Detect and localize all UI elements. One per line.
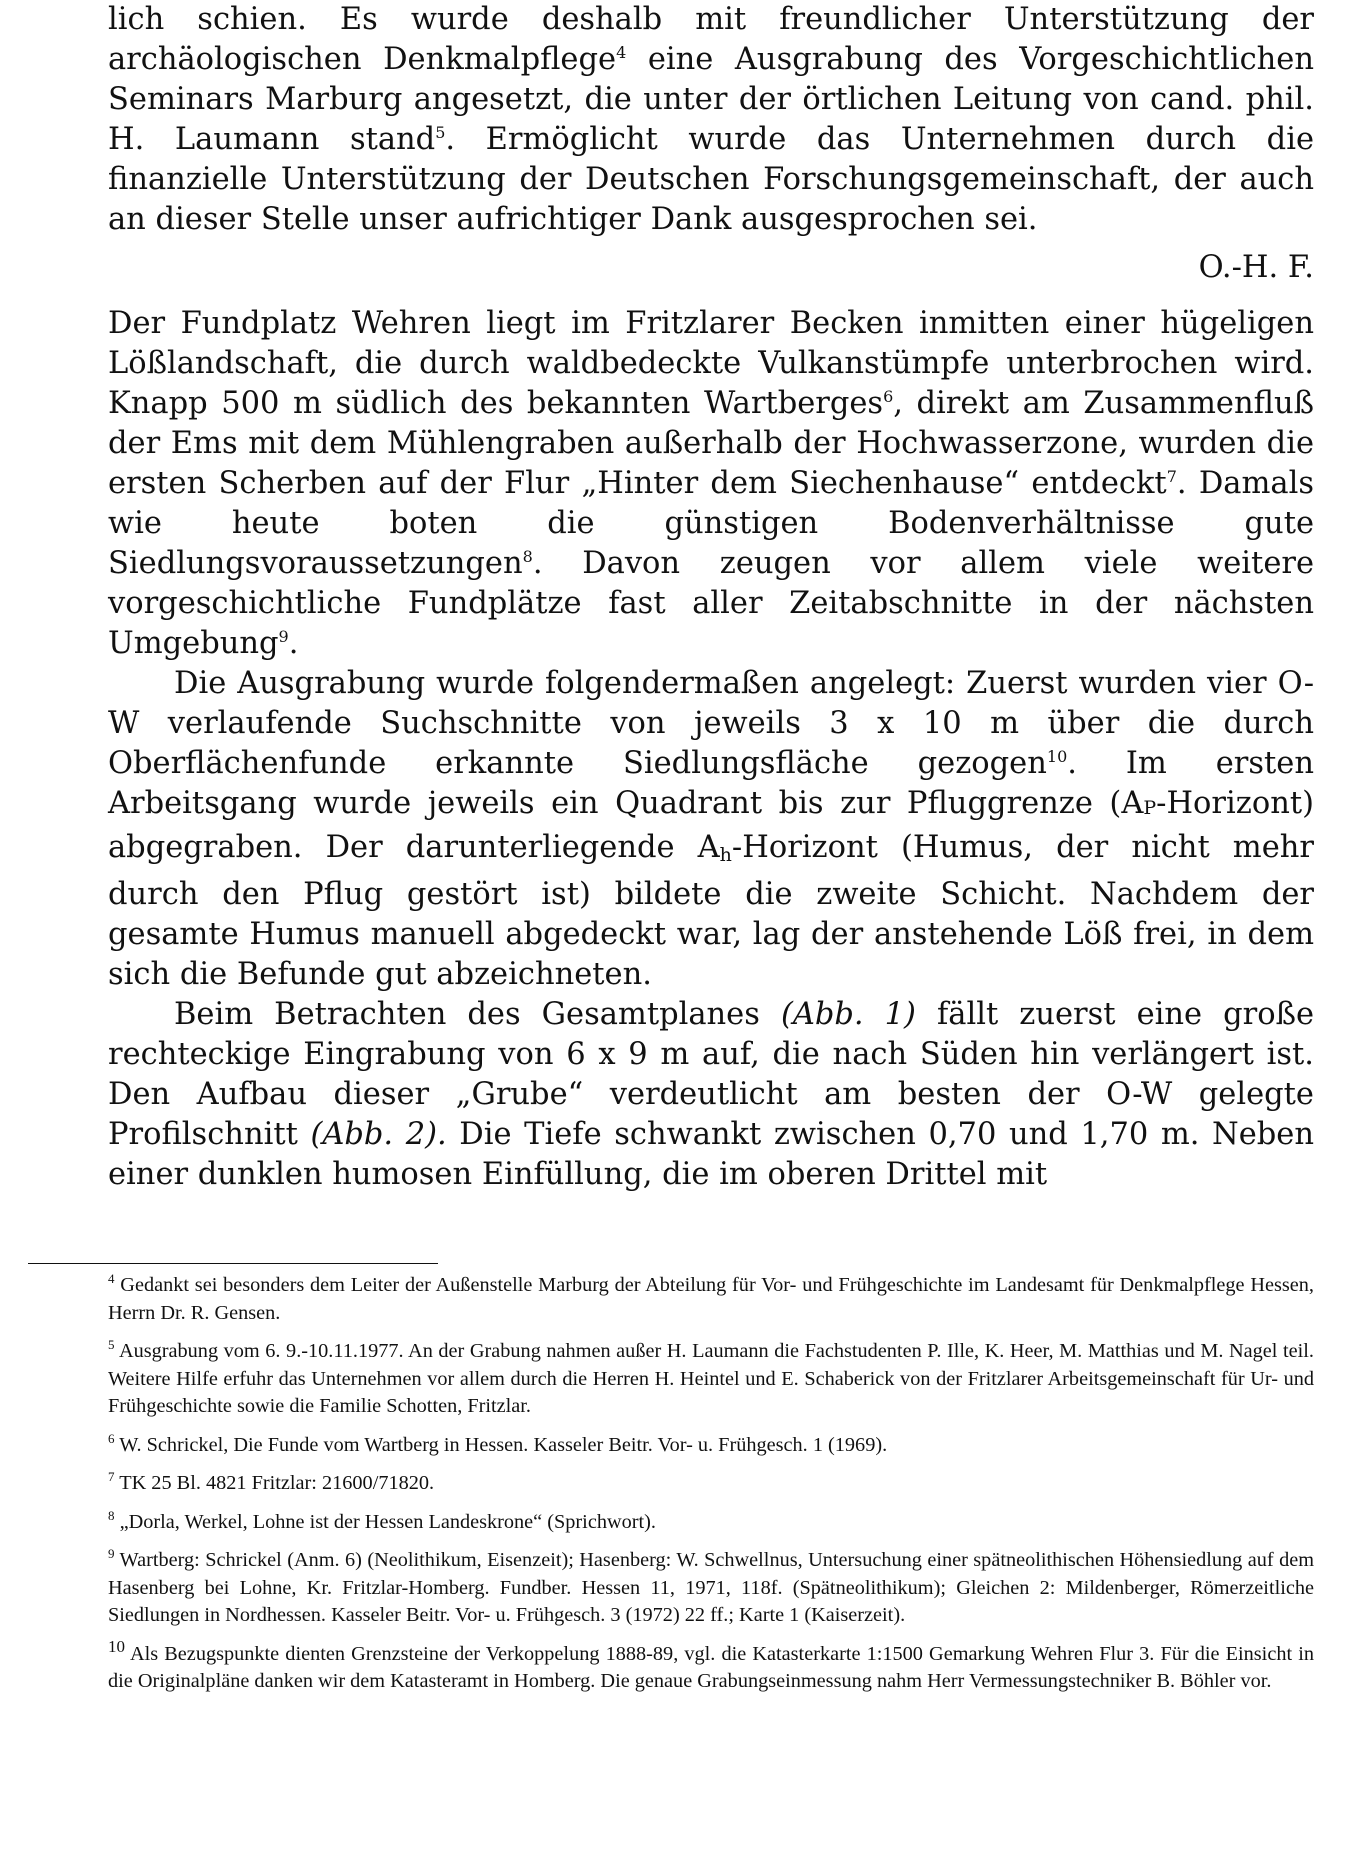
footnote-9 xyxy=(108,1547,1314,1630)
footnote-number: 4 xyxy=(108,1271,115,1287)
footnote-5 xyxy=(108,1338,1314,1421)
footnote-ref-8: 8 xyxy=(522,546,533,566)
text-run: Der Fundplatz Wehren liegt im Fritzlarer Becken inmitten einer hügeligen Lößlandschaft, die durch waldbedeckte Vulkanstümpfe unterbrochen wird. Knapp 500 m südlich des bekannten Wartberges xyxy=(108,306,1314,421)
footnote-8 xyxy=(108,1509,1314,1537)
text-run: lich schien. Es wurde deshalb mit freundlicher Unterstützung der archäologischen Denkmalpflege xyxy=(108,2,1314,77)
footnote-number: 9 xyxy=(108,1546,115,1562)
figure-reference: (Abb. 1) xyxy=(780,997,916,1032)
text-run: . Im ersten Arbeitsgang wurde jeweils ein Quadrant bis zur Pfluggrenze (A xyxy=(108,746,1314,821)
text-run: fällt zuerst eine große rechteckige Eingrabung von 6 x 9 m auf, die nach Süden hin verlängert ist. Den Aufbau dieser „Grube“ verdeutlicht am besten der O-W gelegte Profilschnitt xyxy=(108,997,1314,1152)
footnote-number: 7 xyxy=(108,1469,115,1485)
footnote-ref-9: 9 xyxy=(278,626,289,646)
paragraph-fundplatz xyxy=(108,304,1314,664)
text-run: . Davon zeugen vor allem viele weitere vorgeschichtliche Fundplätze fast aller Zeitabschnitte in der nächsten Umgebung xyxy=(108,546,1314,661)
footnote-6 xyxy=(108,1432,1314,1460)
footnote-number: 6 xyxy=(108,1430,115,1446)
text-run: . Damals wie heute boten die günstigen Bodenverhältnisse gute Siedlungsvoraussetzungen xyxy=(108,466,1314,581)
footnote-text: W. Schrickel, Die Funde vom Wartberg in Hessen. Kasseler Beitr. Vor- u. Frühgesch. 1 (1969). xyxy=(114,1433,888,1456)
footnote-text: TK 25 Bl. 4821 Fritzlar: 21600/71820. xyxy=(114,1472,435,1494)
footnote-7 xyxy=(108,1470,1314,1498)
footnote-separator xyxy=(28,1263,438,1264)
paragraph-intro xyxy=(108,0,1314,240)
footnote-text: Gedankt sei besonders dem Leiter der Außenstelle Marburg der Abteilung für Vor- und Frühgeschichte im Landesamt für Denkmalpflege Hessen, Herrn Dr. R. Gensen. xyxy=(108,1274,1314,1324)
footnote-text: Wartberg: Schrickel (Anm. 6) (Neolithikum, Eisenzeit); Hasenberg: W. Schwellnus, Untersuchung einer spätneolithischen Höhensiedlung auf dem Hasenberg bei Lohne, Kr. Fritzlar-Homberg. Fundber. Hessen 11, 1971, 118f. (Spätneolithikum); Gleichen 2: Mildenberger, Römerzeitliche Siedlungen in Nordhessen. Kasseler Beitr. Vor- u. Frühgesch. 3 (1972) 22 ff.; Karte 1 (Kaiserzeit). xyxy=(108,1549,1314,1626)
text-run: . Ermöglicht wurde das Unternehmen durch die finanzielle Unterstützung der Deutschen Forschungsgemeinschaft, der auch an dieser Stelle unser aufrichtiger Dank ausgesprochen sei. xyxy=(108,122,1314,237)
text-run: eine Ausgrabung des Vorgeschichtlichen Seminars Marburg angesetzt, die unter der örtlichen Leitung von cand. phil. H. Laumann stand xyxy=(108,42,1314,157)
footnote-ref-4: 4 xyxy=(616,42,627,62)
footnote-number: 8 xyxy=(108,1507,115,1523)
footnote-ref-10: 10 xyxy=(1046,746,1068,766)
footnote-ref-5: 5 xyxy=(435,122,446,142)
text-run: -Horizont) abgegraben. Der darunterliegende A xyxy=(108,786,1314,865)
figure-reference: (Abb. 2). xyxy=(310,1117,447,1152)
text-run: . xyxy=(288,626,299,661)
footnote-text: Ausgrabung vom 6. 9.-10.11.1977. An der Grabung nahmen außer H. Laumann die Fachstudenten P. Ille, K. Heer, M. Matthias und M. Nagel teil. Weitere Hilfe erfuhr das Unternehmen vor allem durch die Herren H. Heintel und E. Schaberick von der Fritzlarer Arbeitsgemeinschaft für Ur- und Frühgeschichte sowie die Familie Schotten, Fritzlar. xyxy=(108,1340,1314,1417)
main-text xyxy=(108,0,1314,1195)
footnote-10 xyxy=(108,1636,1314,1696)
text-run: Die Ausgrabung wurde folgendermaßen angelegt: Zuerst wurden vier O-W verlaufende Suchschnitte von jeweils 3 x 10 m über die durch Oberflächenfunde erkannte Siedlungsfläche gezogen xyxy=(108,666,1314,781)
text-run: -Horizont (Humus, der nicht mehr durch den Pflug gestört ist) bildete die zweite Schicht. Nachdem der gesamte Humus manuell abgedeckt war, lag der anstehende Löß frei, in dem sich die Befunde gut abzeichneten. xyxy=(108,830,1314,992)
text-run: Beim Betrachten des Gesamtplanes xyxy=(174,997,781,1032)
text-run: Die Tiefe schwankt zwischen 0,70 und 1,70 m. Neben einer dunklen humosen Einfüllung, die im oberen Drittel mit xyxy=(108,1117,1314,1192)
footnotes xyxy=(108,1272,1314,1707)
text-run: , direkt am Zusammenfluß der Ems mit dem Mühlengraben außerhalb der Hochwasserzone, wurden die ersten Scherben auf der Flur „Hinter dem Siechenhause“ entdeckt xyxy=(108,386,1314,501)
small-capital: P xyxy=(1143,797,1157,819)
author-initials: O.-H. F. xyxy=(1198,250,1314,285)
footnote-ref-7: 7 xyxy=(1166,466,1177,486)
footnote-ref-6: 6 xyxy=(883,386,894,406)
footnote-text: „Dorla, Werkel, Lohne ist der Hessen Landeskrone“ (Sprichwort). xyxy=(114,1510,656,1533)
footnote-text: Als Bezugspunkte dienten Grenzsteine der Verkoppelung 1888-89, vgl. die Katasterkarte 1:1500 Gemarkung Wehren Flur 3. Für die Einsicht in die Originalpläne danken wir dem Katasteramt in Homberg. Die genaue Grabungseinmessung nahm Herr Vermessungstechniker B. Böhler vor. xyxy=(108,1642,1314,1692)
subscript: h xyxy=(719,844,732,866)
footnote-number: 10 xyxy=(108,1636,125,1656)
footnote-4 xyxy=(108,1272,1314,1327)
footnote-number: 5 xyxy=(108,1337,115,1353)
paragraph-ausgrabung xyxy=(108,664,1314,995)
paragraph-gesamtplan xyxy=(108,995,1314,1195)
